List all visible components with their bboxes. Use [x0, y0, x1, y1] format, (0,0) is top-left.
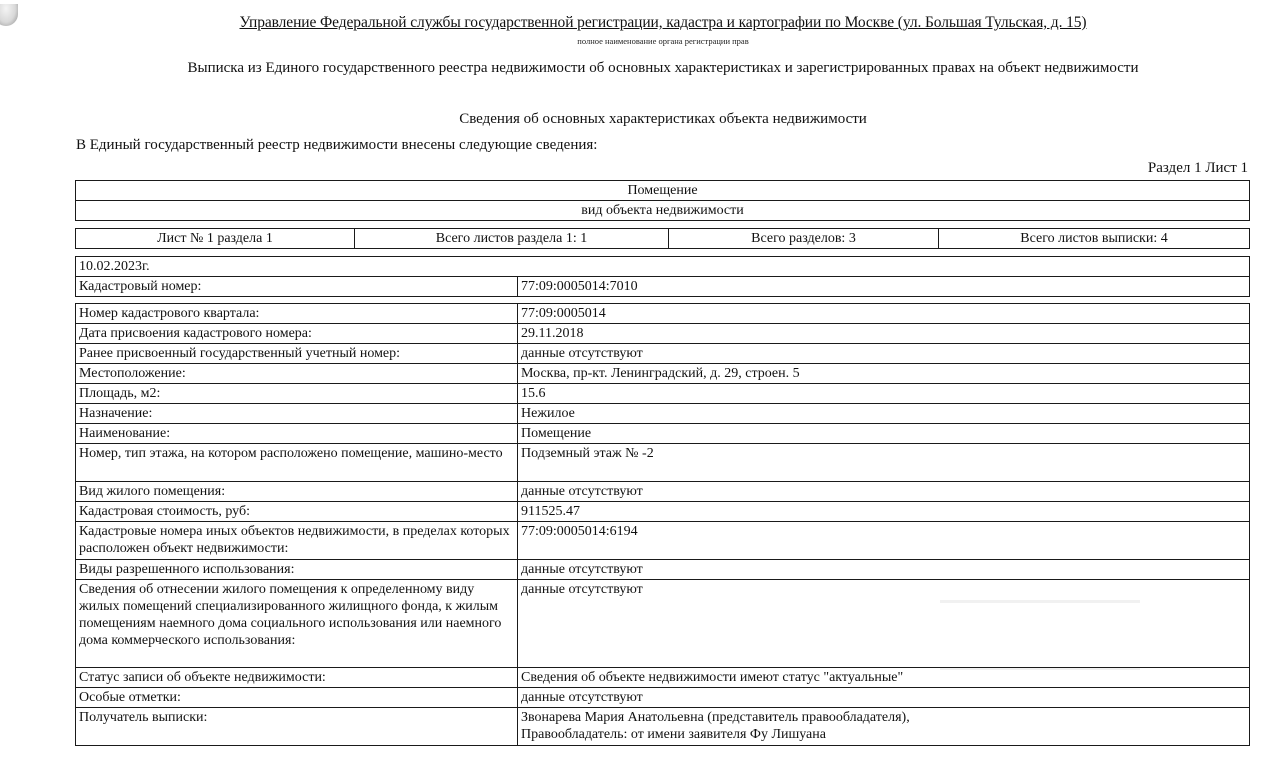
table-row	[76, 688, 1250, 708]
sheet-number: Лист № 1 раздела 1	[76, 229, 355, 249]
section-title: Сведения об основных характеристиках объекта недвижимости	[459, 111, 867, 127]
row-label: Статус записи об объекте недвижимости:	[76, 668, 518, 688]
row-value: 911525.47	[518, 502, 1250, 522]
row-value	[518, 708, 1250, 746]
table-row	[76, 668, 1250, 688]
sheet-info-table	[75, 228, 1250, 249]
table-row	[76, 364, 1250, 384]
row-label: Виды разрешенного использования:	[76, 560, 518, 580]
row-value: Подземный этаж № -2	[518, 444, 1250, 482]
table-row	[76, 580, 1250, 668]
row-label: Назначение:	[76, 404, 518, 424]
object-type-table	[75, 180, 1250, 221]
intro-text: В Единый государственный реестр недвижимости внесены следующие сведения:	[76, 137, 598, 153]
cadastral-number-value: 77:09:0005014:7010	[518, 277, 1250, 297]
row-label: Особые отметки:	[76, 688, 518, 708]
table-row	[76, 424, 1250, 444]
row-label: Кадастровая стоимость, руб:	[76, 502, 518, 522]
total-sheets-section: Всего листов раздела 1: 1	[355, 229, 669, 249]
table-row	[76, 444, 1250, 482]
row-value: Нежилое	[518, 404, 1250, 424]
row-value: Москва, пр-кт. Ленинградский, д. 29, строен. 5	[518, 364, 1250, 384]
table-row	[76, 404, 1250, 424]
row-value: 77:09:0005014:6194	[518, 522, 1250, 560]
row-value: данные отсутствуют	[518, 580, 1250, 668]
row-value: данные отсутствуют	[518, 560, 1250, 580]
row-label: Дата присвоения кадастрового номера:	[76, 324, 518, 344]
row-label: Наименование:	[76, 424, 518, 444]
table-row	[76, 502, 1250, 522]
cadastral-number-label: Кадастровый номер:	[76, 277, 518, 297]
total-sheets-extract: Всего листов выписки: 4	[939, 229, 1250, 249]
row-value: Сведения об объекте недвижимости имеют статус "актуальные"	[518, 668, 1250, 688]
row-value: 77:09:0005014	[518, 304, 1250, 324]
row-value: Помещение	[518, 424, 1250, 444]
row-label: Номер кадастрового квартала:	[76, 304, 518, 324]
row-value: данные отсутствуют	[518, 482, 1250, 502]
row-value: 15.6	[518, 384, 1250, 404]
row-label: Кадастровые номера иных объектов недвижимости, в пределах которых расположен объект недвижимости:	[76, 522, 518, 560]
table-row	[76, 324, 1250, 344]
row-label: Вид жилого помещения:	[76, 482, 518, 502]
row-label: Ранее присвоенный государственный учетный номер:	[76, 344, 518, 364]
cadastral-number-table	[75, 256, 1250, 297]
row-label: Получатель выписки:	[76, 708, 518, 746]
sheet-reference: Раздел 1 Лист 1	[1147, 160, 1248, 176]
recipient-line-1: Звонарева Мария Анатольевна (представитель правообладателя),	[521, 710, 910, 725]
table-row	[76, 304, 1250, 324]
row-value: данные отсутствуют	[518, 344, 1250, 364]
row-value: данные отсутствуют	[518, 688, 1250, 708]
recipient-line-2: Правообладатель: от имени заявителя Фу Лишуана	[521, 727, 826, 742]
total-sections: Всего разделов: 3	[669, 229, 939, 249]
row-label: Сведения об отнесении жилого помещения к определенному виду жилых помещений специализированного жилищного фонда, к жилым помещениям наемного дома социального использования или наемного дома коммерческого использования:	[76, 580, 518, 668]
table-row	[76, 384, 1250, 404]
document-title: Выписка из Единого государственного реестра недвижимости об основных характеристиках и зарегистрированных правах на объект недвижимости	[187, 60, 1139, 76]
row-label: Площадь, м2:	[76, 384, 518, 404]
table-row	[76, 708, 1250, 746]
extract-date: 10.02.2023г.	[76, 257, 1250, 277]
authority-caption: полное наименование органа регистрации прав	[577, 36, 749, 46]
table-row	[76, 522, 1250, 560]
table-row	[76, 560, 1250, 580]
row-label: Номер, тип этажа, на котором расположено помещение, машино-место	[76, 444, 518, 482]
object-type: Помещение	[76, 181, 1250, 201]
characteristics-table	[75, 303, 1250, 746]
row-value: 29.11.2018	[518, 324, 1250, 344]
table-row	[76, 482, 1250, 502]
registration-authority: Управление Федеральной службы государственной регистрации, кадастра и картографии по Москве (ул. Большая Тульская, д. 15)	[239, 14, 1087, 31]
object-type-caption: вид объекта недвижимости	[76, 201, 1250, 221]
row-label: Местоположение:	[76, 364, 518, 384]
table-row	[76, 344, 1250, 364]
